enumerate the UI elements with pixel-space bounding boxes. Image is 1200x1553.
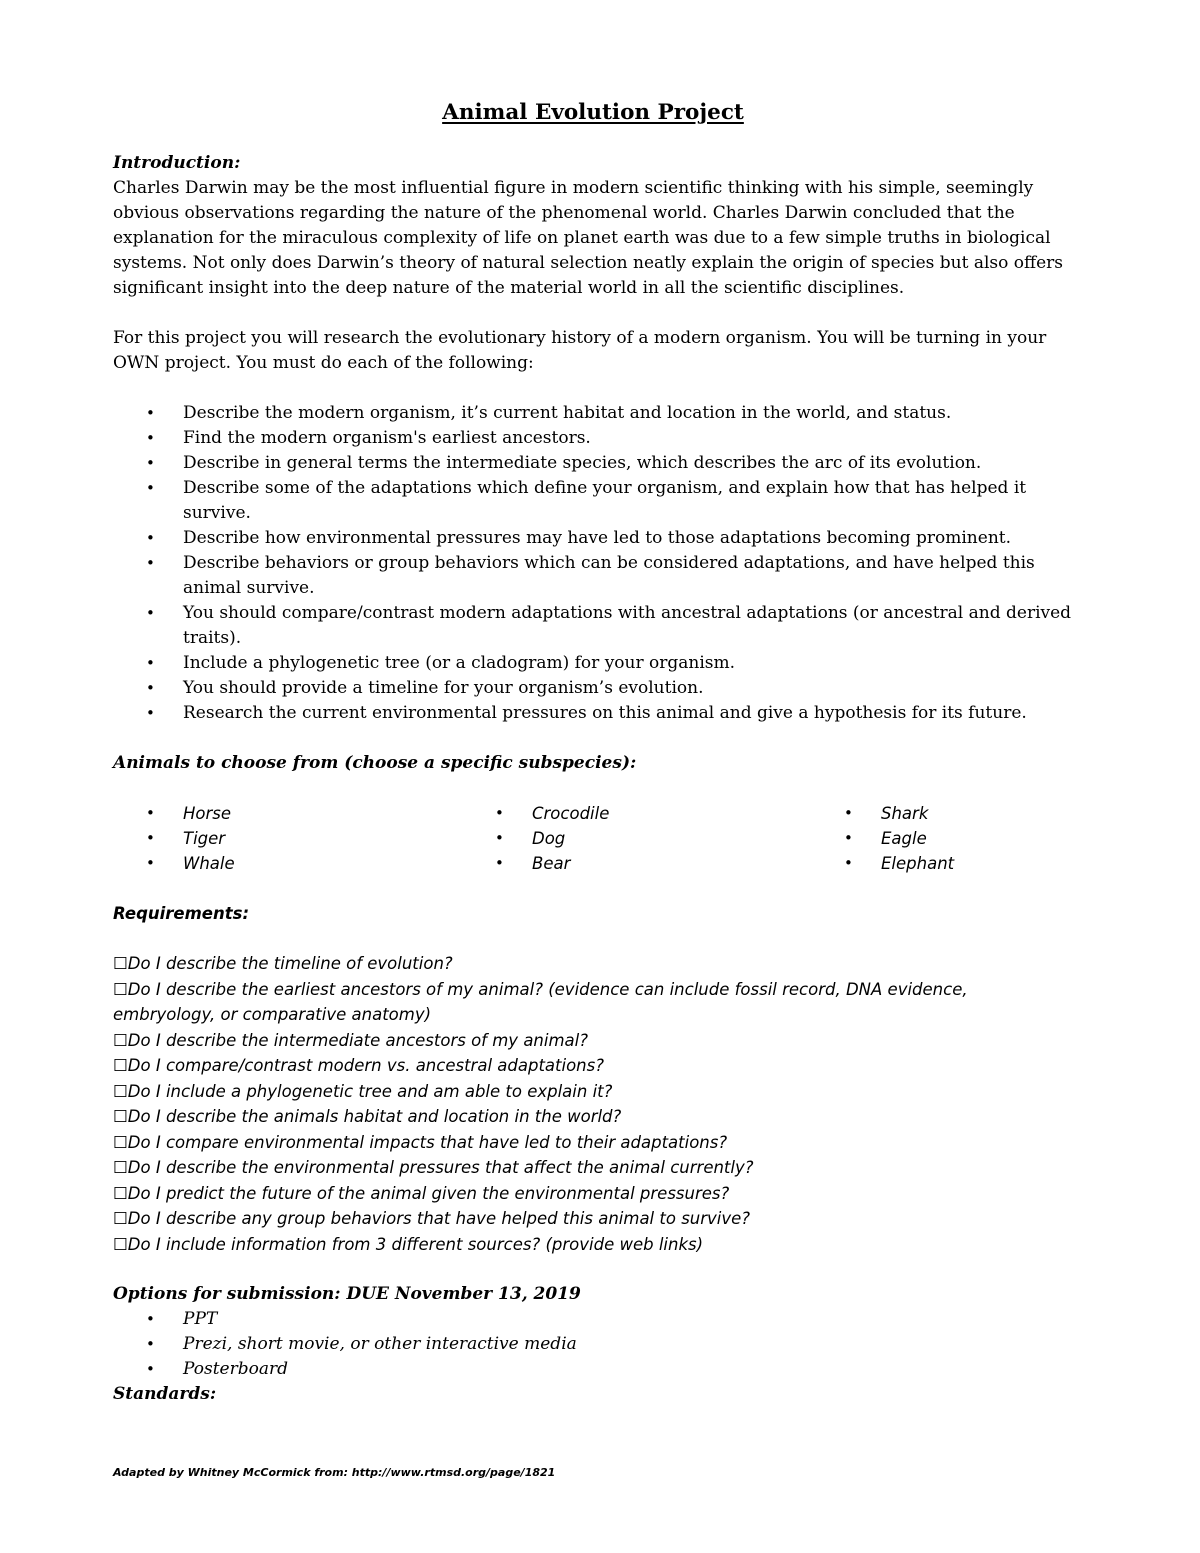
requirement-item[interactable] (113, 1232, 1073, 1258)
option-text: PPT (183, 1309, 218, 1329)
bullet-icon: • (844, 854, 853, 872)
checkbox-icon[interactable]: ☐ (113, 1158, 128, 1177)
introduction-heading: Introduction: (113, 153, 241, 173)
task-item (113, 601, 1073, 651)
task-text: Describe some of the adaptations which define your organism, and explain how that has helped it (183, 478, 1027, 498)
bullet-icon: • (146, 554, 155, 572)
checkbox-icon[interactable]: ☐ (113, 979, 128, 999)
bullet-icon: • (495, 854, 504, 872)
requirement-item[interactable] (113, 1028, 1073, 1054)
animals-column (113, 801, 462, 876)
bullet-icon: • (146, 854, 155, 872)
introduction-line: explanation for the miraculous complexity of life on planet earth was due to a few simple truths in biological (113, 228, 1051, 248)
requirement-text: Do I describe the environmental pressures that affect the animal currently? (127, 1158, 754, 1177)
animal-name: Horse (183, 804, 232, 823)
task-item (113, 551, 1073, 601)
checkbox-icon[interactable]: ☐ (113, 1132, 128, 1152)
bullet-icon: • (495, 829, 504, 847)
checkbox-icon[interactable]: ☐ (113, 1234, 128, 1254)
submission-option (113, 1332, 1073, 1357)
requirement-item[interactable] (113, 1104, 1073, 1130)
animal-name: Dog (532, 829, 566, 848)
bullet-icon: • (495, 804, 504, 822)
animal-item (462, 826, 811, 851)
task-text: survive. (183, 503, 251, 523)
task-text: Include a phylogenetic tree (or a cladogram) for your organism. (183, 653, 736, 673)
bullet-icon: • (844, 804, 853, 822)
checkbox-icon[interactable]: ☐ (113, 1209, 128, 1228)
requirement-item[interactable] (113, 1206, 1073, 1232)
task-text: Describe behaviors or group behaviors which can be considered adaptations, and have helped this (183, 553, 1035, 573)
checkbox-icon[interactable]: ☐ (113, 954, 128, 973)
animal-name: Shark (881, 804, 929, 823)
task-item (113, 401, 1073, 426)
animal-item (113, 801, 462, 826)
checkbox-icon[interactable]: ☐ (113, 1183, 128, 1203)
task-item (113, 476, 1073, 526)
animal-name: Eagle (881, 829, 927, 848)
bullet-icon: • (146, 529, 155, 547)
checkbox-icon[interactable]: ☐ (113, 1081, 128, 1101)
bullet-icon: • (146, 804, 155, 822)
animal-name: Elephant (881, 854, 955, 873)
animal-name: Bear (532, 854, 571, 873)
animal-item (462, 801, 811, 826)
submission-options (113, 1307, 1073, 1382)
bullet-icon: • (146, 704, 155, 722)
bullet-icon: • (844, 829, 853, 847)
project-paragraph (113, 326, 1073, 376)
requirements-checklist (113, 951, 1073, 1257)
introduction-line: obvious observations regarding the nature of the phenomenal world. Charles Darwin concluded that the (113, 203, 1015, 223)
animal-item (462, 851, 811, 876)
bullet-icon: • (146, 454, 155, 472)
animal-name: Whale (183, 854, 235, 873)
checkbox-icon[interactable]: ☐ (113, 1056, 128, 1075)
page-title: Animal Evolution Project (442, 100, 744, 125)
animal-name: Tiger (183, 829, 226, 848)
animals-column (462, 801, 811, 876)
requirement-text: Do I describe the animals habitat and location in the world? (127, 1107, 622, 1126)
requirement-text: Do I describe the timeline of evolution? (127, 954, 453, 973)
requirement-item[interactable] (113, 1130, 1073, 1156)
task-text: animal survive. (183, 578, 315, 598)
requirement-text: Do I include a phylogenetic tree and am able to explain it? (127, 1081, 613, 1101)
introduction-line: significant insight into the deep nature of the material world in all the scientific disciplines. (113, 278, 905, 298)
animal-name: Crocodile (532, 804, 610, 823)
task-item (113, 676, 1073, 701)
task-item (113, 701, 1073, 726)
bullet-icon: • (146, 404, 155, 422)
animal-item (113, 851, 462, 876)
option-text: Prezi, short movie, or other interactive media (183, 1334, 577, 1354)
animals-heading: Animals to choose from (choose a specific subspecies): (113, 753, 637, 773)
task-text: You should provide a timeline for your organism’s evolution. (183, 678, 704, 698)
introduction-line: Charles Darwin may be the most influential figure in modern scientific thinking with his simple, seemingly (113, 178, 1034, 198)
requirements-heading: Requirements: (113, 904, 250, 923)
checkbox-icon[interactable]: ☐ (113, 1030, 128, 1050)
bullet-icon: • (146, 1360, 155, 1378)
requirement-text: Do I compare/contrast modern vs. ancestral adaptations? (127, 1056, 604, 1075)
task-text: Research the current environmental pressures on this animal and give a hypothesis for its future. (183, 703, 1027, 723)
requirement-item[interactable] (113, 1181, 1073, 1207)
requirement-text: Do I include information from 3 different sources? (provide web links) (127, 1234, 704, 1254)
requirement-text: embryology, or comparative anatomy) (113, 1005, 432, 1024)
task-item (113, 651, 1073, 676)
task-item (113, 451, 1073, 476)
requirement-text: Do I predict the future of the animal given the environmental pressures? (127, 1183, 730, 1203)
bullet-icon: • (146, 479, 155, 497)
bullet-icon: • (146, 1310, 155, 1328)
standards-heading: Standards: (113, 1384, 217, 1404)
requirement-text: Do I describe the earliest ancestors of my animal? (evidence can include fossil record, DNA evidence, (127, 979, 968, 999)
bullet-icon: • (146, 429, 155, 447)
footer-attribution: Adapted by Whitney McCormick from: http://www.rtmsd.org/page/1821 (113, 1466, 556, 1479)
task-text: You should compare/contrast modern adaptations with ancestral adaptations (or ancestral and derived (183, 603, 1072, 623)
animal-item (113, 826, 462, 851)
animal-item (811, 801, 1073, 826)
bullet-icon: • (146, 829, 155, 847)
bullet-icon: • (146, 679, 155, 697)
task-item (113, 426, 1073, 451)
project-line: OWN project. You must do each of the following: (113, 353, 534, 373)
task-text: Describe the modern organism, it’s current habitat and location in the world, and status. (183, 403, 952, 423)
animal-item (811, 851, 1073, 876)
task-text: Find the modern organism's earliest ancestors. (183, 428, 591, 448)
requirement-text: Do I describe any group behaviors that have helped this animal to survive? (127, 1209, 751, 1228)
option-text: Posterboard (183, 1359, 288, 1379)
animals-column (811, 801, 1073, 876)
requirement-item[interactable] (113, 1079, 1073, 1105)
task-list (113, 401, 1073, 726)
submission-heading: Options for submission: DUE November 13, 2019 (113, 1284, 581, 1304)
requirement-item[interactable] (113, 977, 1073, 1028)
bullet-icon: • (146, 1335, 155, 1353)
animal-item (811, 826, 1073, 851)
task-text: traits). (183, 628, 242, 648)
animals-columns (113, 801, 1073, 876)
bullet-icon: • (146, 604, 155, 622)
requirement-item[interactable] (113, 951, 1073, 977)
document-page (113, 100, 1073, 1407)
checkbox-icon[interactable]: ☐ (113, 1107, 128, 1126)
introduction-paragraph (113, 176, 1073, 301)
requirement-item[interactable] (113, 1053, 1073, 1079)
requirement-text: Do I compare environmental impacts that have led to their adaptations? (127, 1132, 728, 1152)
task-text: Describe in general terms the intermediate species, which describes the arc of its evolution. (183, 453, 982, 473)
introduction-line: systems. Not only does Darwin’s theory of natural selection neatly explain the origin of species but also offers (113, 253, 1063, 273)
submission-option (113, 1357, 1073, 1382)
requirement-item[interactable] (113, 1155, 1073, 1181)
requirement-text: Do I describe the intermediate ancestors of my animal? (127, 1030, 589, 1050)
task-text: Describe how environmental pressures may have led to those adaptations becoming prominent. (183, 528, 1012, 548)
bullet-icon: • (146, 654, 155, 672)
task-item (113, 526, 1073, 551)
project-line: For this project you will research the evolutionary history of a modern organism. You will be turning in your (113, 328, 1047, 348)
submission-option (113, 1307, 1073, 1332)
